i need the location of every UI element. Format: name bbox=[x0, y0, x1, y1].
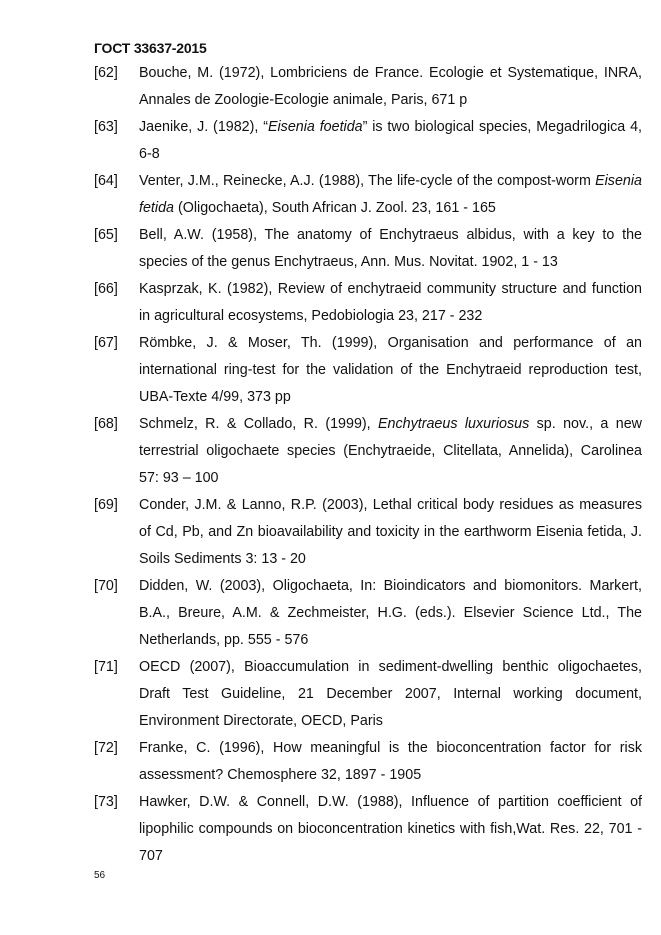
reference-text-segment: OECD (2007), Bioaccumulation in sediment-dwelling benthic oligochaetes, Draft Test Guideline, 21 December 2007, Internal working document, Environment Directorate, OECD, Paris bbox=[139, 659, 642, 729]
reference-text-segment: Bouche, M. (1972), Lombriciens de France. Ecologie et Systematique, INRA, Annales de Zoologie-Ecologie animale, Paris, 671 p bbox=[139, 65, 642, 108]
reference-text-segment: Hawker, D.W. & Connell, D.W. (1988), Influence of partition coefficient of lipophilic compounds on bioconcentration kinetics with fish,Wat. Res. 22, 701 - 707 bbox=[139, 794, 642, 864]
reference-number: [69] bbox=[94, 497, 118, 513]
reference-text bbox=[139, 114, 642, 168]
reference-text bbox=[139, 168, 642, 222]
reference-text-segment: (Oligochaeta), South African J. Zool. 23, 161 - 165 bbox=[173, 200, 496, 216]
reference-number: [73] bbox=[94, 794, 118, 810]
reference-item bbox=[94, 222, 642, 276]
reference-text-segment: Bell, A.W. (1958), The anatomy of Enchytraeus albidus, with a key to the species of the genus Enchytraeus, Ann. Mus. Novitat. 1902, 1 - 13 bbox=[139, 227, 642, 270]
reference-text bbox=[139, 411, 642, 492]
reference-italic-title: Eisenia foetida bbox=[267, 119, 363, 135]
reference-item bbox=[94, 60, 642, 114]
reference-number: [66] bbox=[94, 281, 118, 297]
reference-text-segment: sp. nov., a new terrestrial oligochaete species (Enchytraeide, Clitellata, Annelida), Carolinea 57: 93 – 100 bbox=[139, 416, 642, 486]
page-number: 56 bbox=[94, 870, 106, 881]
reference-text-segment: Venter, J.M., Reinecke, A.J. (1988), The life-cycle of the compost-worm bbox=[139, 173, 596, 189]
reference-item bbox=[94, 789, 642, 870]
reference-text bbox=[139, 789, 642, 870]
reference-item bbox=[94, 411, 642, 492]
reference-text bbox=[139, 60, 642, 114]
reference-text bbox=[139, 492, 642, 573]
reference-text-segment: Kasprzak, K. (1982), Review of enchytraeid community structure and function in agricultural ecosystems, Pedobiologia 23, 217 - 232 bbox=[139, 281, 642, 324]
reference-text-segment: Franke, C. (1996), How meaningful is the bioconcentration factor for risk assessment? Chemosphere 32, 1897 - 1905 bbox=[139, 740, 642, 783]
reference-item bbox=[94, 654, 642, 735]
reference-number: [62] bbox=[94, 65, 118, 81]
reference-italic-title: Eisenia fetida bbox=[139, 173, 642, 216]
reference-item bbox=[94, 573, 642, 654]
reference-text-segment: Jaenike, J. (1982), “ bbox=[139, 119, 268, 135]
reference-number: [72] bbox=[94, 740, 118, 756]
reference-number: [63] bbox=[94, 119, 118, 135]
reference-text-segment: Schmelz, R. & Collado, R. (1999), bbox=[139, 416, 379, 432]
reference-text bbox=[139, 276, 642, 330]
reference-number: [71] bbox=[94, 659, 118, 675]
reference-text-segment: ” is two biological species, Megadrilogica 4, 6-8 bbox=[139, 119, 643, 162]
reference-list bbox=[94, 60, 642, 870]
reference-number: [65] bbox=[94, 227, 118, 243]
reference-item bbox=[94, 114, 642, 168]
reference-text-segment: Römbke, J. & Moser, Th. (1999), Organisation and performance of an international ring-test for the validation of the Enchytraeid reproduction test, UBA-Texte 4/99, 373 pp bbox=[139, 335, 642, 405]
reference-item bbox=[94, 330, 642, 411]
reference-text-segment: Conder, J.M. & Lanno, R.P. (2003), Lethal critical body residues as measures of Cd, Pb, and Zn bioavailability and toxicity in the earthworm Eisenia fetida, J. Soils Sediments 3: 13 - 20 bbox=[139, 497, 642, 567]
reference-text bbox=[139, 222, 642, 276]
reference-item bbox=[94, 735, 642, 789]
reference-text-segment: Didden, W. (2003), Oligochaeta, In: Bioindicators and biomonitors. Markert, B.A., Breure, A.M. & Zechmeister, H.G. (eds.). Elsevier Science Ltd., The Netherlands, pp. 555 - 576 bbox=[139, 578, 642, 648]
reference-text bbox=[139, 330, 642, 411]
reference-text bbox=[139, 573, 642, 654]
reference-text bbox=[139, 735, 642, 789]
reference-item bbox=[94, 276, 642, 330]
reference-number: [64] bbox=[94, 173, 118, 189]
reference-number: [70] bbox=[94, 578, 118, 594]
page-header-title: ГОСТ 33637-2015 bbox=[94, 40, 207, 56]
reference-italic-title: Enchytraeus luxuriosus bbox=[378, 416, 530, 432]
reference-text bbox=[139, 654, 642, 735]
reference-number: [68] bbox=[94, 416, 118, 432]
reference-item bbox=[94, 168, 642, 222]
reference-number: [67] bbox=[94, 335, 118, 351]
reference-item bbox=[94, 492, 642, 573]
